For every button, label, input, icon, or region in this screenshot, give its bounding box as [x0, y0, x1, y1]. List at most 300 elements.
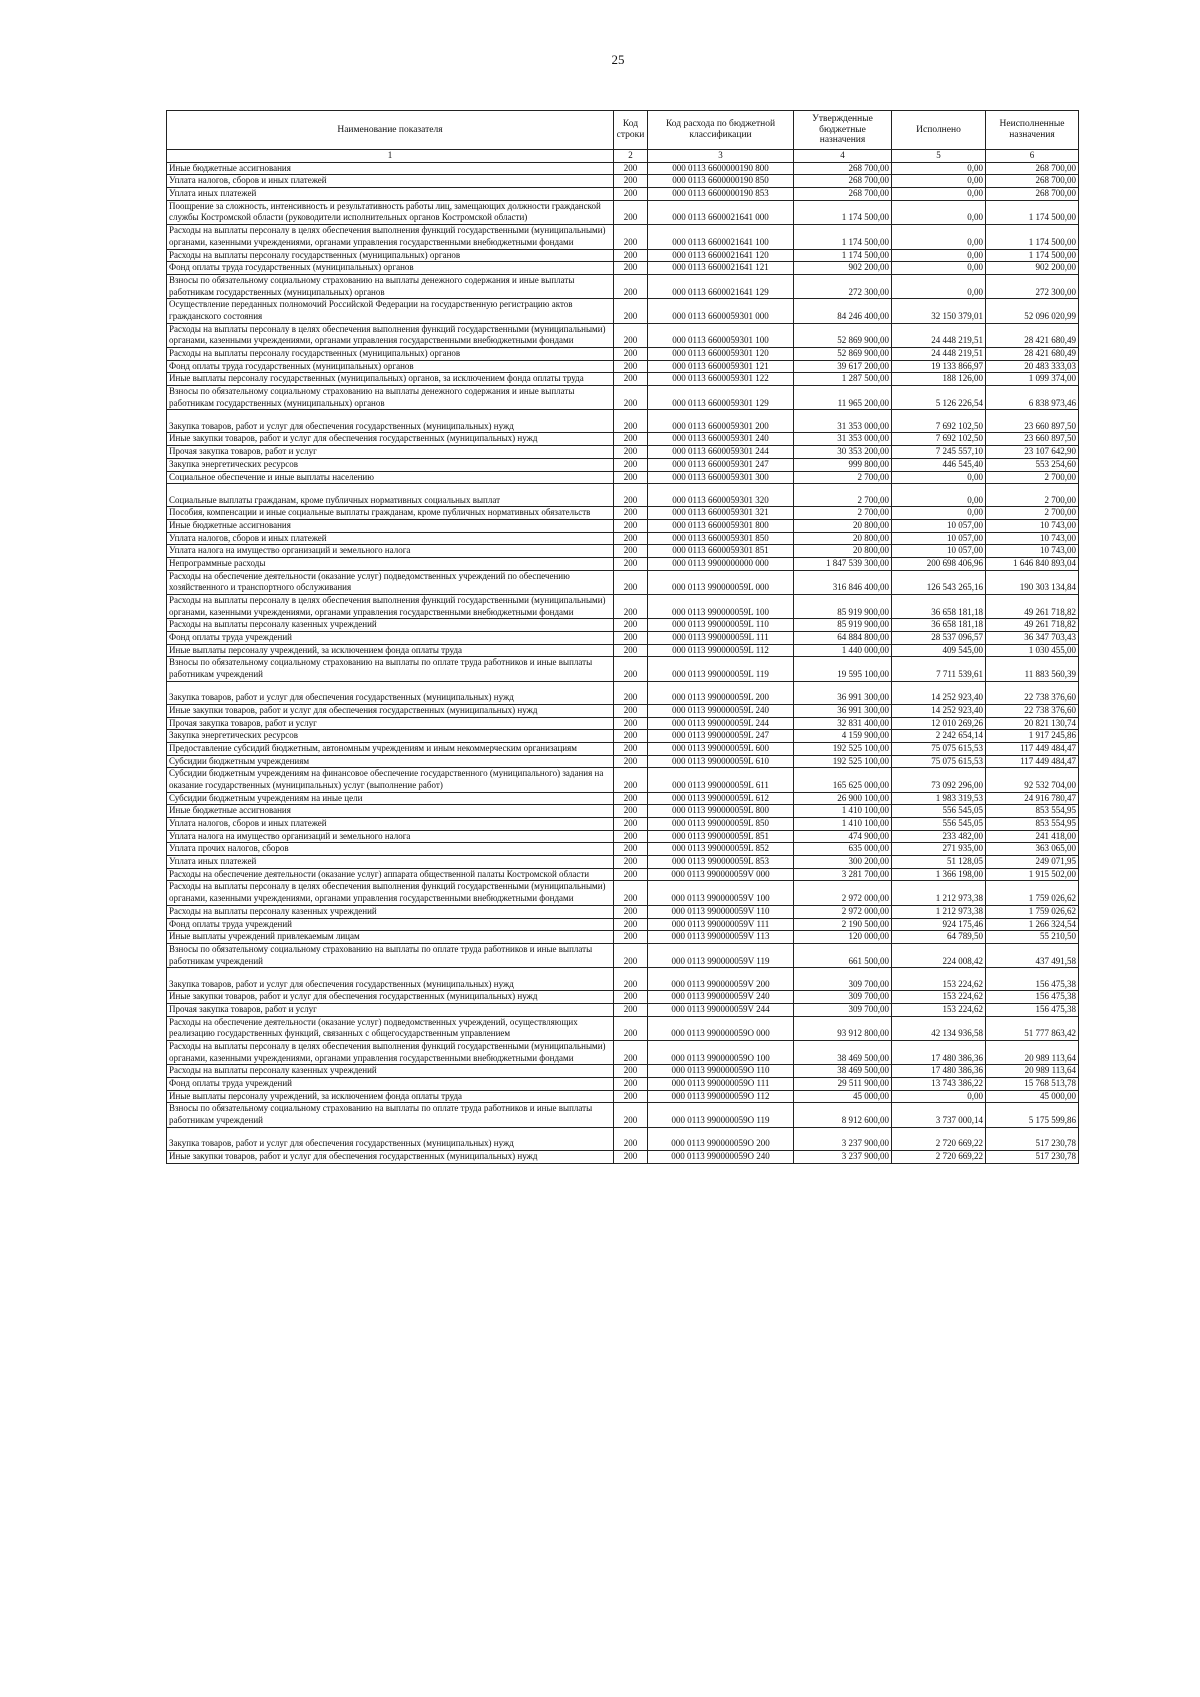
row-approved-cell: 268 700,00 [794, 162, 892, 175]
row-approved-cell: 165 625 000,00 [794, 768, 892, 792]
table-row [167, 1041, 1079, 1065]
row-executed-cell: 126 543 265,16 [892, 570, 986, 594]
row-kbk-cell: 000 0113 6600059301 200 [648, 410, 794, 433]
row-name-cell: Уплата налога на имущество организаций и земельного налога [167, 830, 614, 843]
table-row [167, 484, 1079, 507]
table-row [167, 1065, 1079, 1078]
column-number-row [167, 150, 1079, 163]
table-row [167, 162, 1079, 175]
row-approved-cell: 1 174 500,00 [794, 200, 892, 224]
row-remaining-cell: 28 421 680,49 [986, 323, 1079, 347]
row-code-cell: 200 [614, 681, 648, 704]
row-approved-cell: 30 353 200,00 [794, 446, 892, 459]
row-approved-cell: 309 700,00 [794, 968, 892, 991]
row-kbk-cell: 000 0113 6600059301 120 [648, 348, 794, 361]
row-approved-cell: 1 847 539 300,00 [794, 557, 892, 570]
row-approved-cell: 272 300,00 [794, 274, 892, 298]
row-code-cell: 200 [614, 299, 648, 323]
row-name-cell: Уплата иных платежей [167, 856, 614, 869]
table-row [167, 410, 1079, 433]
row-kbk-cell: 000 0113 990000059О 110 [648, 1065, 794, 1078]
row-name-cell: Расходы на выплаты персоналу государственных (муниципальных) органов [167, 249, 614, 262]
table-row [167, 968, 1079, 991]
table-row [167, 200, 1079, 224]
row-remaining-cell: 190 303 134,84 [986, 570, 1079, 594]
row-name-cell: Уплата налогов, сборов и иных платежей [167, 532, 614, 545]
row-name-cell: Пособия, компенсации и иные социальные выплаты гражданам, кроме публичных нормативных обязательств [167, 507, 614, 520]
row-kbk-cell: 000 0113 990000059L 112 [648, 644, 794, 657]
row-code-cell: 200 [614, 805, 648, 818]
row-code-cell: 200 [614, 1127, 648, 1150]
row-kbk-cell: 000 0113 990000059О 119 [648, 1103, 794, 1127]
row-approved-cell: 45 000,00 [794, 1090, 892, 1103]
row-code-cell: 200 [614, 458, 648, 471]
row-approved-cell: 36 991 300,00 [794, 681, 892, 704]
row-approved-cell: 309 700,00 [794, 991, 892, 1004]
row-code-cell: 200 [614, 373, 648, 386]
row-approved-cell: 38 469 500,00 [794, 1041, 892, 1065]
row-remaining-cell: 2 700,00 [986, 484, 1079, 507]
row-kbk-cell: 000 0113 990000059L 612 [648, 792, 794, 805]
row-name-cell: Иные закупки товаров, работ и услуг для обеспечения государственных (муниципальных) нужд [167, 991, 614, 1004]
row-code-cell: 200 [614, 507, 648, 520]
row-approved-cell: 300 200,00 [794, 856, 892, 869]
row-approved-cell: 85 919 900,00 [794, 619, 892, 632]
row-remaining-cell: 6 838 973,46 [986, 386, 1079, 410]
row-remaining-cell: 853 554,95 [986, 818, 1079, 831]
table-row [167, 805, 1079, 818]
row-executed-cell: 24 448 219,51 [892, 348, 986, 361]
row-name-cell: Иные выплаты персоналу государственных (муниципальных) органов, за исключением фонда оплаты труда [167, 373, 614, 386]
row-code-cell: 200 [614, 991, 648, 1004]
row-code-cell: 200 [614, 1150, 648, 1163]
row-approved-cell: 3 237 900,00 [794, 1150, 892, 1163]
table-row [167, 742, 1079, 755]
row-approved-cell: 93 912 800,00 [794, 1016, 892, 1040]
row-approved-cell: 120 000,00 [794, 931, 892, 944]
row-name-cell: Расходы на обеспечение деятельности (оказание услуг) подведомственных учреждений, осуществляющих реализацию государственных функций, связанных с общегосударственным управлением [167, 1016, 614, 1040]
row-name-cell: Иные бюджетные ассигнования [167, 805, 614, 818]
row-code-cell: 200 [614, 943, 648, 967]
row-code-cell: 200 [614, 200, 648, 224]
row-code-cell: 200 [614, 348, 648, 361]
row-executed-cell: 0,00 [892, 484, 986, 507]
row-kbk-cell: 000 0113 990000059V 000 [648, 868, 794, 881]
row-approved-cell: 2 700,00 [794, 507, 892, 520]
row-executed-cell: 12 010 269,26 [892, 717, 986, 730]
row-kbk-cell: 000 0113 6600000190 800 [648, 162, 794, 175]
header-remaining: Неисполненные назначения [986, 111, 1079, 150]
row-code-cell: 200 [614, 557, 648, 570]
row-remaining-cell: 437 491,58 [986, 943, 1079, 967]
row-approved-cell: 268 700,00 [794, 188, 892, 201]
row-remaining-cell: 45 000,00 [986, 1090, 1079, 1103]
row-name-cell: Расходы на обеспечение деятельности (оказание услуг) подведомственных учреждений по обеспечению хозяйственного и транспортного обслуживания [167, 570, 614, 594]
table-row [167, 991, 1079, 1004]
row-name-cell: Прочая закупка товаров, работ и услуг [167, 1003, 614, 1016]
row-approved-cell: 1 410 100,00 [794, 818, 892, 831]
table-row [167, 348, 1079, 361]
row-executed-cell: 200 698 406,96 [892, 557, 986, 570]
table-row [167, 188, 1079, 201]
table-row [167, 595, 1079, 619]
row-approved-cell: 192 525 100,00 [794, 755, 892, 768]
row-executed-cell: 14 252 923,40 [892, 681, 986, 704]
row-code-cell: 200 [614, 471, 648, 484]
row-kbk-cell: 000 0113 990000059L 611 [648, 768, 794, 792]
row-kbk-cell: 000 0113 6600021641 100 [648, 225, 794, 249]
row-approved-cell: 38 469 500,00 [794, 1065, 892, 1078]
row-kbk-cell: 000 0113 990000059L 119 [648, 657, 794, 681]
table-header-row [167, 111, 1079, 150]
row-kbk-cell: 000 0113 6600059301 300 [648, 471, 794, 484]
row-name-cell: Расходы на выплаты персоналу казенных учреждений [167, 619, 614, 632]
column-number: 2 [614, 150, 648, 163]
row-remaining-cell: 51 777 863,42 [986, 1016, 1079, 1040]
row-executed-cell: 0,00 [892, 507, 986, 520]
row-remaining-cell: 117 449 484,47 [986, 742, 1079, 755]
row-kbk-cell: 000 0113 990000059L 600 [648, 742, 794, 755]
row-name-cell: Уплата налогов, сборов и иных платежей [167, 175, 614, 188]
row-kbk-cell: 000 0113 6600000190 850 [648, 175, 794, 188]
row-kbk-cell: 000 0113 990000059L 851 [648, 830, 794, 843]
row-executed-cell: 7 245 557,10 [892, 446, 986, 459]
row-code-cell: 200 [614, 386, 648, 410]
row-kbk-cell: 000 0113 6600059301 850 [648, 532, 794, 545]
table-row [167, 730, 1079, 743]
row-code-cell: 200 [614, 742, 648, 755]
row-approved-cell: 316 846 400,00 [794, 570, 892, 594]
column-number: 5 [892, 150, 986, 163]
row-executed-cell: 75 075 615,53 [892, 755, 986, 768]
row-kbk-cell: 000 0113 990000059L 111 [648, 632, 794, 645]
table-row [167, 557, 1079, 570]
row-approved-cell: 29 511 900,00 [794, 1078, 892, 1091]
row-kbk-cell: 000 0113 990000059О 111 [648, 1078, 794, 1091]
row-name-cell: Закупка товаров, работ и услуг для обеспечения государственных (муниципальных) нужд [167, 681, 614, 704]
row-executed-cell: 0,00 [892, 1090, 986, 1103]
row-code-cell: 200 [614, 225, 648, 249]
table-row [167, 458, 1079, 471]
row-remaining-cell: 268 700,00 [986, 162, 1079, 175]
row-remaining-cell: 5 175 599,86 [986, 1103, 1079, 1127]
row-code-cell: 200 [614, 446, 648, 459]
row-code-cell: 200 [614, 1090, 648, 1103]
row-code-cell: 200 [614, 868, 648, 881]
row-executed-cell: 3 737 000,14 [892, 1103, 986, 1127]
row-kbk-cell: 000 0113 6600021641 000 [648, 200, 794, 224]
row-executed-cell: 36 658 181,18 [892, 619, 986, 632]
row-name-cell: Фонд оплаты труда учреждений [167, 632, 614, 645]
budget-execution-table [166, 110, 1079, 1164]
row-kbk-cell: 000 0113 990000059L 244 [648, 717, 794, 730]
row-approved-cell: 31 353 000,00 [794, 410, 892, 433]
row-remaining-cell: 853 554,95 [986, 805, 1079, 818]
row-code-cell: 200 [614, 768, 648, 792]
row-code-cell: 200 [614, 532, 648, 545]
row-name-cell: Расходы на выплаты персоналу казенных учреждений [167, 905, 614, 918]
row-remaining-cell: 1 915 502,00 [986, 868, 1079, 881]
row-executed-cell: 2 242 654,14 [892, 730, 986, 743]
row-code-cell: 200 [614, 792, 648, 805]
row-code-cell: 200 [614, 595, 648, 619]
table-row [167, 768, 1079, 792]
row-remaining-cell: 1 917 245,86 [986, 730, 1079, 743]
row-executed-cell: 1 212 973,38 [892, 905, 986, 918]
row-remaining-cell: 20 821 130,74 [986, 717, 1079, 730]
row-approved-cell: 2 972 000,00 [794, 905, 892, 918]
row-name-cell: Иные закупки товаров, работ и услуг для обеспечения государственных (муниципальных) нужд [167, 433, 614, 446]
row-executed-cell: 19 133 866,97 [892, 360, 986, 373]
table-row [167, 471, 1079, 484]
row-kbk-cell: 000 0113 990000059L 852 [648, 843, 794, 856]
row-remaining-cell: 517 230,78 [986, 1150, 1079, 1163]
row-code-cell: 200 [614, 433, 648, 446]
row-code-cell: 200 [614, 1078, 648, 1091]
column-number: 6 [986, 150, 1079, 163]
row-name-cell: Субсидии бюджетным учреждениям на финансовое обеспечение государственного (муниципального) задания на оказание государственных (муниципальных) услуг (выполнение работ) [167, 768, 614, 792]
row-kbk-cell: 000 0113 990000059L 610 [648, 755, 794, 768]
row-remaining-cell: 24 916 780,47 [986, 792, 1079, 805]
row-code-cell: 200 [614, 918, 648, 931]
row-approved-cell: 309 700,00 [794, 1003, 892, 1016]
table-body [167, 162, 1079, 1163]
table-row [167, 1078, 1079, 1091]
row-name-cell: Субсидии бюджетным учреждениям [167, 755, 614, 768]
row-name-cell: Непрограммные расходы [167, 557, 614, 570]
header-approved: Утвержденные бюджетные назначения [794, 111, 892, 150]
table-row [167, 856, 1079, 869]
row-name-cell: Расходы на обеспечение деятельности (оказание услуг) аппарата общественной палаты Костромской области [167, 868, 614, 881]
row-approved-cell: 84 246 400,00 [794, 299, 892, 323]
table-row [167, 644, 1079, 657]
row-approved-cell: 3 237 900,00 [794, 1127, 892, 1150]
row-code-cell: 200 [614, 545, 648, 558]
row-approved-cell: 32 831 400,00 [794, 717, 892, 730]
row-approved-cell: 902 200,00 [794, 262, 892, 275]
row-code-cell: 200 [614, 644, 648, 657]
row-name-cell: Фонд оплаты труда учреждений [167, 1078, 614, 1091]
row-kbk-cell: 000 0113 990000059L 100 [648, 595, 794, 619]
row-remaining-cell: 10 743,00 [986, 519, 1079, 532]
row-code-cell: 200 [614, 619, 648, 632]
row-executed-cell: 0,00 [892, 471, 986, 484]
row-remaining-cell: 268 700,00 [986, 175, 1079, 188]
row-executed-cell: 13 743 386,22 [892, 1078, 986, 1091]
row-remaining-cell: 92 532 704,00 [986, 768, 1079, 792]
row-executed-cell: 73 092 296,00 [892, 768, 986, 792]
row-name-cell: Предоставление субсидий бюджетным, автономным учреждениям и иным некоммерческим организациям [167, 742, 614, 755]
row-remaining-cell: 23 660 897,50 [986, 410, 1079, 433]
table-row [167, 373, 1079, 386]
row-executed-cell: 7 711 539,61 [892, 657, 986, 681]
table-row [167, 507, 1079, 520]
row-code-cell: 200 [614, 519, 648, 532]
row-approved-cell: 11 965 200,00 [794, 386, 892, 410]
row-code-cell: 200 [614, 830, 648, 843]
row-executed-cell: 1 366 198,00 [892, 868, 986, 881]
row-executed-cell: 42 134 936,58 [892, 1016, 986, 1040]
row-name-cell: Расходы на выплаты персоналу государственных (муниципальных) органов [167, 348, 614, 361]
row-name-cell: Уплата иных платежей [167, 188, 614, 201]
row-code-cell: 200 [614, 717, 648, 730]
row-approved-cell: 39 617 200,00 [794, 360, 892, 373]
row-code-cell: 200 [614, 730, 648, 743]
row-name-cell: Расходы на выплаты персоналу казенных учреждений [167, 1065, 614, 1078]
row-kbk-cell: 000 0113 990000059V 110 [648, 905, 794, 918]
table-row [167, 619, 1079, 632]
table-row [167, 532, 1079, 545]
row-approved-cell: 52 869 900,00 [794, 348, 892, 361]
table-row [167, 1103, 1079, 1127]
table-row [167, 943, 1079, 967]
row-code-cell: 200 [614, 484, 648, 507]
row-remaining-cell: 1 174 500,00 [986, 200, 1079, 224]
row-executed-cell: 0,00 [892, 200, 986, 224]
row-kbk-cell: 000 0113 990000059V 240 [648, 991, 794, 1004]
table-row [167, 274, 1079, 298]
row-name-cell: Закупка энергетических ресурсов [167, 458, 614, 471]
row-executed-cell: 2 720 669,22 [892, 1150, 986, 1163]
row-remaining-cell: 2 700,00 [986, 471, 1079, 484]
row-remaining-cell: 22 738 376,60 [986, 681, 1079, 704]
row-approved-cell: 4 159 900,00 [794, 730, 892, 743]
row-kbk-cell: 000 0113 990000059V 244 [648, 1003, 794, 1016]
table-row [167, 570, 1079, 594]
row-approved-cell: 20 800,00 [794, 532, 892, 545]
row-kbk-cell: 000 0113 990000059L 000 [648, 570, 794, 594]
row-name-cell: Прочая закупка товаров, работ и услуг [167, 717, 614, 730]
row-code-cell: 200 [614, 843, 648, 856]
row-name-cell: Расходы на выплаты персоналу в целях обеспечения выполнения функций государственными (муниципальными) органами, казенными учреждениями, органами управления государственными внебюджетными фондами [167, 1041, 614, 1065]
header-kbk: Код расхода по бюджетной классификации [648, 111, 794, 150]
row-kbk-cell: 000 0113 990000059L 200 [648, 681, 794, 704]
row-kbk-cell: 000 0113 990000059V 113 [648, 931, 794, 944]
row-code-cell: 200 [614, 632, 648, 645]
row-name-cell: Иные закупки товаров, работ и услуг для обеспечения государственных (муниципальных) нужд [167, 1150, 614, 1163]
row-approved-cell: 1 174 500,00 [794, 249, 892, 262]
table-row [167, 843, 1079, 856]
row-name-cell: Взносы по обязательному социальному страхованию на выплаты денежного содержания и иные выплаты работникам государственных (муниципальных) органов [167, 386, 614, 410]
row-remaining-cell: 23 107 642,90 [986, 446, 1079, 459]
row-remaining-cell: 11 883 560,39 [986, 657, 1079, 681]
row-executed-cell: 2 720 669,22 [892, 1127, 986, 1150]
row-kbk-cell: 000 0113 6600059301 851 [648, 545, 794, 558]
row-approved-cell: 3 281 700,00 [794, 868, 892, 881]
row-executed-cell: 0,00 [892, 225, 986, 249]
row-name-cell: Иные бюджетные ассигнования [167, 519, 614, 532]
table-row [167, 1090, 1079, 1103]
row-code-cell: 200 [614, 657, 648, 681]
row-remaining-cell: 268 700,00 [986, 188, 1079, 201]
row-name-cell: Осуществление переданных полномочий Российской Федерации на государственную регистрацию актов гражданского состояния [167, 299, 614, 323]
row-approved-cell: 85 919 900,00 [794, 595, 892, 619]
row-kbk-cell: 000 0113 990000059L 850 [648, 818, 794, 831]
row-name-cell: Прочая закупка товаров, работ и услуг [167, 446, 614, 459]
row-executed-cell: 188 126,00 [892, 373, 986, 386]
row-remaining-cell: 55 210,50 [986, 931, 1079, 944]
row-remaining-cell: 272 300,00 [986, 274, 1079, 298]
row-remaining-cell: 1 646 840 893,04 [986, 557, 1079, 570]
row-kbk-cell: 000 0113 990000059L 110 [648, 619, 794, 632]
row-executed-cell: 32 150 379,01 [892, 299, 986, 323]
row-name-cell: Социальные выплаты гражданам, кроме публичных нормативных социальных выплат [167, 484, 614, 507]
row-remaining-cell: 553 254,60 [986, 458, 1079, 471]
row-approved-cell: 1 440 000,00 [794, 644, 892, 657]
row-remaining-cell: 20 483 333,03 [986, 360, 1079, 373]
row-remaining-cell: 363 065,00 [986, 843, 1079, 856]
row-executed-cell: 5 126 226,54 [892, 386, 986, 410]
row-kbk-cell: 000 0113 990000059L 240 [648, 704, 794, 717]
table-row [167, 1016, 1079, 1040]
row-remaining-cell: 1 759 026,62 [986, 905, 1079, 918]
row-code-cell: 200 [614, 175, 648, 188]
row-kbk-cell: 000 0113 6600059301 321 [648, 507, 794, 520]
row-code-cell: 200 [614, 856, 648, 869]
table-row [167, 818, 1079, 831]
row-name-cell: Уплата налогов, сборов и иных платежей [167, 818, 614, 831]
row-code-cell: 200 [614, 968, 648, 991]
row-kbk-cell: 000 0113 6600021641 129 [648, 274, 794, 298]
row-executed-cell: 75 075 615,53 [892, 742, 986, 755]
row-remaining-cell: 156 475,38 [986, 991, 1079, 1004]
row-remaining-cell: 1 266 324,54 [986, 918, 1079, 931]
row-name-cell: Уплата налога на имущество организаций и земельного налога [167, 545, 614, 558]
row-executed-cell: 1 983 319,53 [892, 792, 986, 805]
row-code-cell: 200 [614, 755, 648, 768]
row-code-cell: 200 [614, 360, 648, 373]
row-kbk-cell: 000 0113 990000059О 000 [648, 1016, 794, 1040]
table-row [167, 717, 1079, 730]
table-row [167, 545, 1079, 558]
row-remaining-cell: 241 418,00 [986, 830, 1079, 843]
table-row [167, 262, 1079, 275]
row-kbk-cell: 000 0113 6600059301 247 [648, 458, 794, 471]
row-executed-cell: 10 057,00 [892, 545, 986, 558]
row-remaining-cell: 20 989 113,64 [986, 1065, 1079, 1078]
row-kbk-cell: 000 0113 6600059301 100 [648, 323, 794, 347]
row-kbk-cell: 000 0113 990000059V 100 [648, 881, 794, 905]
row-executed-cell: 7 692 102,50 [892, 410, 986, 433]
row-remaining-cell: 23 660 897,50 [986, 433, 1079, 446]
row-approved-cell: 2 972 000,00 [794, 881, 892, 905]
row-name-cell: Социальное обеспечение и иные выплаты населению [167, 471, 614, 484]
row-kbk-cell: 000 0113 6600021641 121 [648, 262, 794, 275]
row-name-cell: Расходы на выплаты персоналу в целях обеспечения выполнения функций государственными (муниципальными) органами, казенными учреждениями, органами управления государственными внебюджетными фондами [167, 595, 614, 619]
row-code-cell: 200 [614, 1103, 648, 1127]
row-name-cell: Расходы на выплаты персоналу в целях обеспечения выполнения функций государственными (муниципальными) органами, казенными учреждениями, органами управления государственными внебюджетными фондами [167, 881, 614, 905]
row-code-cell: 200 [614, 881, 648, 905]
row-remaining-cell: 1 174 500,00 [986, 249, 1079, 262]
row-name-cell: Закупка товаров, работ и услуг для обеспечения государственных (муниципальных) нужд [167, 968, 614, 991]
row-name-cell: Субсидии бюджетным учреждениям на иные цели [167, 792, 614, 805]
row-remaining-cell: 1 174 500,00 [986, 225, 1079, 249]
row-name-cell: Фонд оплаты труда государственных (муниципальных) органов [167, 262, 614, 275]
row-approved-cell: 474 900,00 [794, 830, 892, 843]
row-approved-cell: 999 800,00 [794, 458, 892, 471]
row-kbk-cell: 000 0113 9900000000 000 [648, 557, 794, 570]
row-kbk-cell: 000 0113 990000059L 800 [648, 805, 794, 818]
row-kbk-cell: 000 0113 6600059301 800 [648, 519, 794, 532]
row-name-cell: Фонд оплаты труда государственных (муниципальных) органов [167, 360, 614, 373]
row-remaining-cell: 1 099 374,00 [986, 373, 1079, 386]
row-kbk-cell: 000 0113 990000059О 112 [648, 1090, 794, 1103]
row-remaining-cell: 156 475,38 [986, 968, 1079, 991]
row-name-cell: Закупка энергетических ресурсов [167, 730, 614, 743]
row-executed-cell: 224 008,42 [892, 943, 986, 967]
row-kbk-cell: 000 0113 990000059О 100 [648, 1041, 794, 1065]
row-kbk-cell: 000 0113 990000059О 240 [648, 1150, 794, 1163]
